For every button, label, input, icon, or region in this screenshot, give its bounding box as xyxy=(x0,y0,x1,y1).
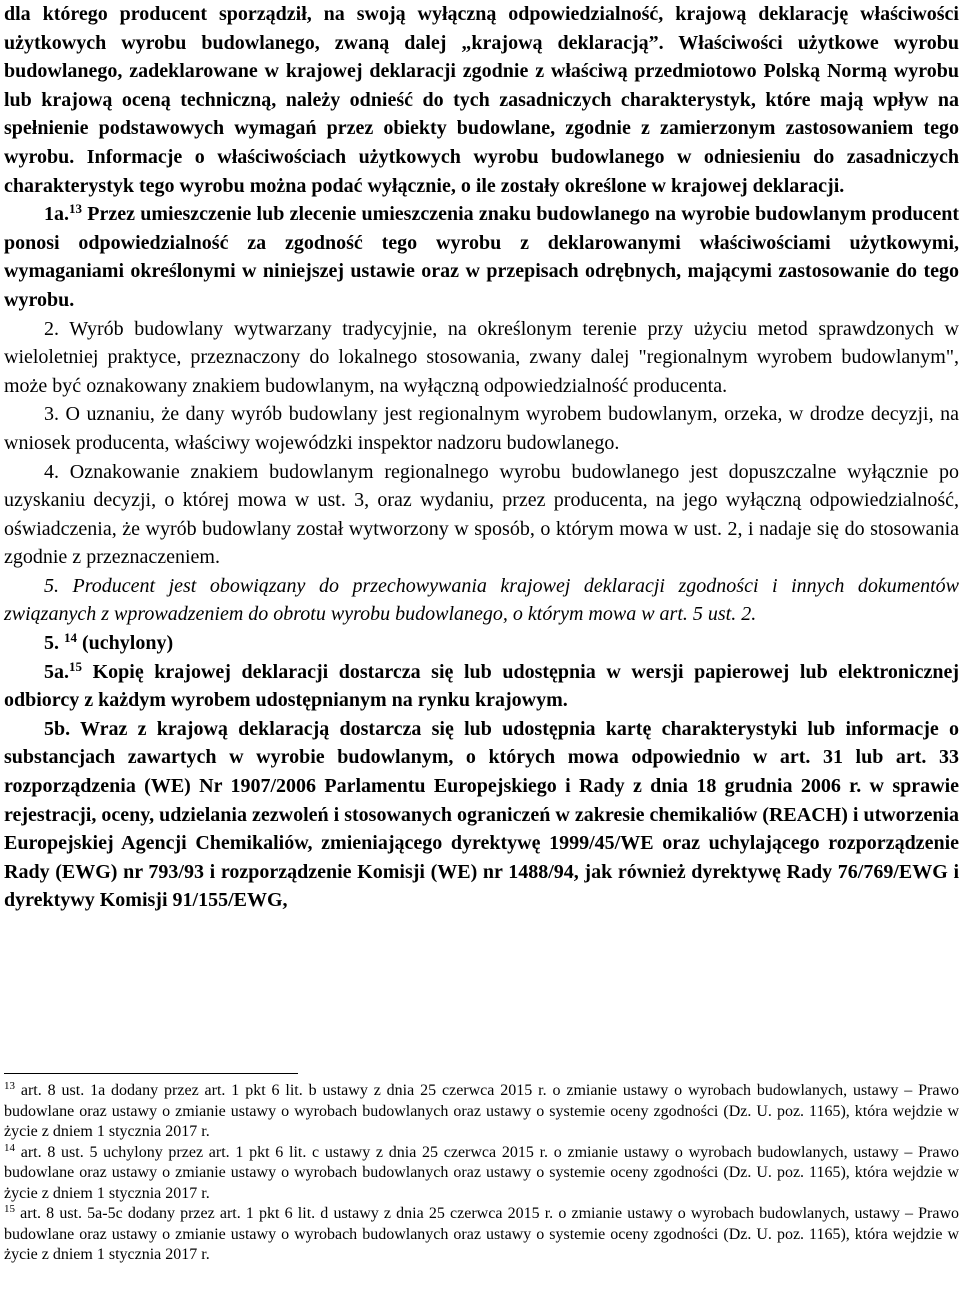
paragraph-5a-number: 5a. xyxy=(44,660,69,683)
footnote-15-number: 15 xyxy=(4,1203,15,1215)
footnotes xyxy=(4,1081,959,1266)
footnote-separator xyxy=(4,1073,298,1074)
footnote-ref-14: 14 xyxy=(64,630,77,646)
paragraph-5a-text: Kopię krajowej deklaracji dostarcza się lub udostępnia w wersji papierowej lub elektronicznej odbiorcy z każdym wyrobem udostępnianym na rynku krajowym. xyxy=(4,660,959,712)
footnote-ref-15: 15 xyxy=(69,658,82,674)
footnote-13-number: 13 xyxy=(4,1080,15,1092)
paragraph-5b: 5b. Wraz z krajową deklaracją dostarcza się lub udostępnia kartę charakterystyki lub informacje o substancjach zawartych w wyrobie budowlanym, o których mowa odpowiednio w art. 31 lub art. 33 rozporządzenia (WE) Nr 1907/2006 Parlamentu Europejskiego i Rady z dnia 18 grudnia 2006 r. w sprawie rejestracji, oceny, udzielania zezwoleń i stosowanych ograniczeń w zakresie chemikaliów (REACH) i utworzenia Europejskiej Agencji Chemikaliów, zmieniającego dyrektywę 1999/45/WE oraz uchylającego rozporządzenie Rady (EWG) nr 793/93 i rozporządzenie Komisji (WE) nr 1488/94, jak również dyrektywę Rady 76/769/EWG i dyrektywy Komisji 91/155/EWG, xyxy=(4,717,959,912)
paragraph-2: 2. Wyrób budowlany wytwarzany tradycyjnie, na określonym terenie przy użyciu metod sprawdzonych w wieloletniej praktyce, przeznaczony do lokalnego stosowania, zwany dalej "regionalnym wyrobem budowlanym", może być oznakowany znakiem budowlanym, na wyłączną odpowiedzialność producenta. xyxy=(4,317,959,397)
paragraph-5 xyxy=(4,629,959,658)
footnote-14-text: art. 8 ust. 5 uchylony przez art. 1 pkt 6 lit. c ustawy z dnia 25 czerwca 2015 r. o zmianie ustawy o wyrobach budowlanych, ustawy ‒ Prawo budowlane oraz ustawy o zmianie ustawy o wyrobach budowlanych oraz ustawy o systemie oceny zgodności (Dz. U. poz. 1165), która wejdzie w życie z dniem 1 stycznia 2017 r. xyxy=(4,1143,959,1202)
paragraph-5-number: 5. xyxy=(44,632,59,655)
footnote-14 xyxy=(4,1143,959,1205)
footnote-14-number: 14 xyxy=(4,1141,15,1154)
footnote-13-text: art. 8 ust. 1a dodany przez art. 1 pkt 6 lit. b ustawy z dnia 25 czerwca 2015 r. o zmianie ustawy o wyrobach budowlanych, ustawy ‒ Prawo budowlane oraz ustawy o zmianie ustawy o wyrobach budowlanych oraz ustawy o systemie oceny zgodności (Dz. U. poz. 1165), która wejdzie w życie z dniem 1 stycznia 2017 r. xyxy=(4,1082,959,1140)
paragraph-5-text: (uchylony) xyxy=(77,632,174,655)
footnote-15 xyxy=(4,1204,959,1266)
paragraph-1a-text: Przez umieszczenie lub zlecenie umieszczenia znaku budowlanego na wyrobie budowlanym producent ponosi odpowiedzialność za zgodność tego wyrobu z deklarowanymi właściwościami użytkowymi, wymaganiami określonymi w niniejszej ustawie oraz w przepisach odrębnych, mającymi zastosowanie do tego wyrobu. xyxy=(4,203,959,311)
paragraph-3: 3. O uznaniu, że dany wyrób budowlany jest regionalnym wyrobem budowlanym, orzeka, w drodze decyzji, na wniosek producenta, właściwy wojewódzki inspektor nadzoru budowlanego. xyxy=(4,403,959,454)
paragraph-1: dla którego producent sporządził, na swoją wyłączną odpowiedzialność, krajową deklarację właściwości użytkowych wyrobu budowlanego, zwaną dalej „krajową deklaracją”. Właściwości użytkowe wyrobu budowlanego, zadeklarowane w krajowej deklaracji zgodnie z właściwą przedmiotowo Polską Normą wyrobu lub krajową oceną techniczną, należy odnieść do tych zasadniczych charakterystyk, które mają wpływ na spełnienie podstawowych wymagań przez obiekty budowlane, zgodnie z zamierzonym zastosowaniem tego wyrobu. Informacje o właściwościach użytkowych wyrobu budowlanego w odniesieniu do zasadniczych charakterystyk tego wyrobu można podać wyłącznie, o ile zostały określone w krajowej deklaracji. xyxy=(4,3,959,197)
paragraph-4: 4. Oznakowanie znakiem budowlanym regionalnego wyrobu budowlanego jest dopuszczalne wyłącznie po uzyskaniu decyzji, o której mowa w ust. 3, oraz wydaniu, przez producenta, na jego wyłączną odpowiedzialność, oświadczenia, że wyrób budowlany został wytworzony w sposób, o którym mowa w ust. 2, i nadaje się do stosowania zgodnie z przeznaczeniem. xyxy=(4,460,959,569)
paragraph-5a xyxy=(4,658,959,715)
footnote-15-text: art. 8 ust. 5a-5c dodany przez art. 1 pkt 6 lit. d ustawy z dnia 25 czerwca 2015 r. o zmianie ustawy o wyrobach budowlanych, ustawy ‒ Prawo budowlane oraz ustawy o zmianie ustawy o wyrobach budowlanych oraz ustawy o systemie oceny zgodności (Dz. U. poz. 1165), która wejdzie w życie z dniem 1 stycznia 2017 r. xyxy=(4,1205,959,1263)
paragraph-1a xyxy=(4,200,959,314)
paragraph-1a-number: 1a. xyxy=(44,203,69,226)
footnote-13 xyxy=(4,1081,959,1143)
paragraph-5-italic: 5. Producent jest obowiązany do przechowywania krajowej deklaracji zgodności i innych dokumentów związanych z wprowadzeniem do obrotu wyrobu budowlanego, o którym mowa w art. 5 ust. 2. xyxy=(4,574,959,626)
document-body xyxy=(4,0,959,915)
footnote-ref-13: 13 xyxy=(69,201,82,217)
